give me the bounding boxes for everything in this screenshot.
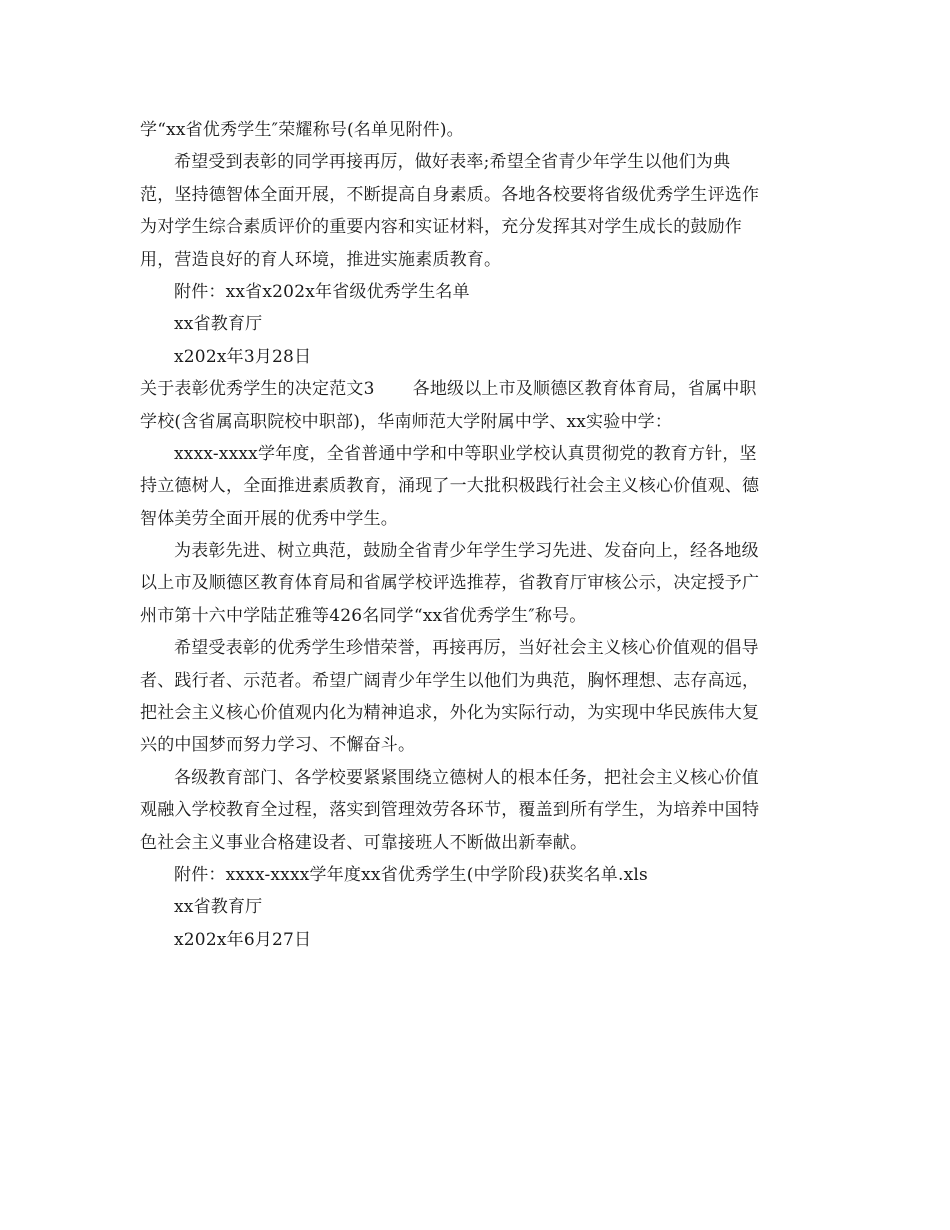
- document-body: [140, 114, 812, 956]
- paragraph-line: 学“xx省优秀学生″荣耀称号(名单见附件)。: [140, 120, 464, 140]
- section-heading: 关于表彰优秀学生的决定范文3: [140, 379, 375, 400]
- paragraph-line: 各级教育部门、各学校要紧紧围绕立德树人的根本任务，把社会主义核心价值: [174, 767, 759, 788]
- date-line: x202x年6月27日: [174, 929, 312, 950]
- paragraph-line: 希望受表彰的优秀学生珍惜荣誉，再接再厉，当好社会主义核心价值观的倡导: [174, 638, 759, 659]
- paragraph-line: 持立德树人，全面推进素质教育，涌现了一大批积极践行社会主义核心价值观、德: [140, 476, 760, 497]
- paragraph-line: 观融入学校教育全过程，落实到管理效劳各环节，覆盖到所有学生，为培养中国特: [140, 800, 760, 821]
- paragraph-line: 希望受到表彰的同学再接再厉，做好表率;希望全省青少年学生以他们为典: [174, 152, 731, 173]
- paragraph-line: 者、践行者、示范者。希望广阔青少年学生以他们为典范，胸怀理想、志存高远，: [140, 670, 760, 691]
- attachment-line: 附件：xx省x202x年省级优秀学生名单: [174, 281, 470, 302]
- paragraph-line: 兴的中国梦而努力学习、不懈奋斗。: [140, 735, 416, 756]
- section-heading-line: [140, 373, 812, 405]
- paragraph-line: 为表彰先进、树立典范，鼓励全省青少年学生学习先进、发奋向上，经各地级: [174, 541, 759, 562]
- paragraph-line: 学校(含省属高职院校中职部)，华南师范大学附属中学、xx实验中学：: [140, 411, 673, 432]
- paragraph-line: 用，营造良好的育人环境，推进实施素质教育。: [140, 249, 502, 270]
- issuer-line: xx省教育厅: [174, 897, 263, 918]
- paragraph-line: 把社会主义核心价值观内化为精神追求，外化为实际行动，为实现中华民族伟大复: [140, 703, 760, 724]
- paragraph-line: 范，坚持德智体全面开展，不断提高自身素质。各地各校要将省级优秀学生评选作: [140, 184, 760, 205]
- addressee-text: 各地级以上市及顺德区教育体育局，省属中职: [412, 379, 757, 400]
- issuer-line: xx省教育厅: [174, 314, 263, 335]
- attachment-line: 附件：xxxx-xxxx学年度xx省优秀学生(中学阶段)获奖名单.xls: [174, 864, 648, 885]
- paragraph-line: xxxx-xxxx学年度，全省普通中学和中等职业学校认真贯彻党的教育方针，坚: [174, 443, 757, 464]
- paragraph-line: 智体美劳全面开展的优秀中学生。: [140, 508, 398, 529]
- paragraph-line: 州市第十六中学陆芷雅等426名同学“xx省优秀学生″称号。: [140, 605, 587, 626]
- paragraph-line: 色社会主义事业合格建设者、可靠接班人不断做出新奉献。: [140, 832, 588, 853]
- paragraph-line: 以上市及顺德区教育体育局和省属学校评选推荐，省教育厅审核公示，决定授予广: [140, 573, 760, 594]
- paragraph-line: 为对学生综合素质评价的重要内容和实证材料，充分发挥其对学生成长的鼓励作: [140, 217, 742, 238]
- date-line: x202x年3月28日: [174, 346, 312, 367]
